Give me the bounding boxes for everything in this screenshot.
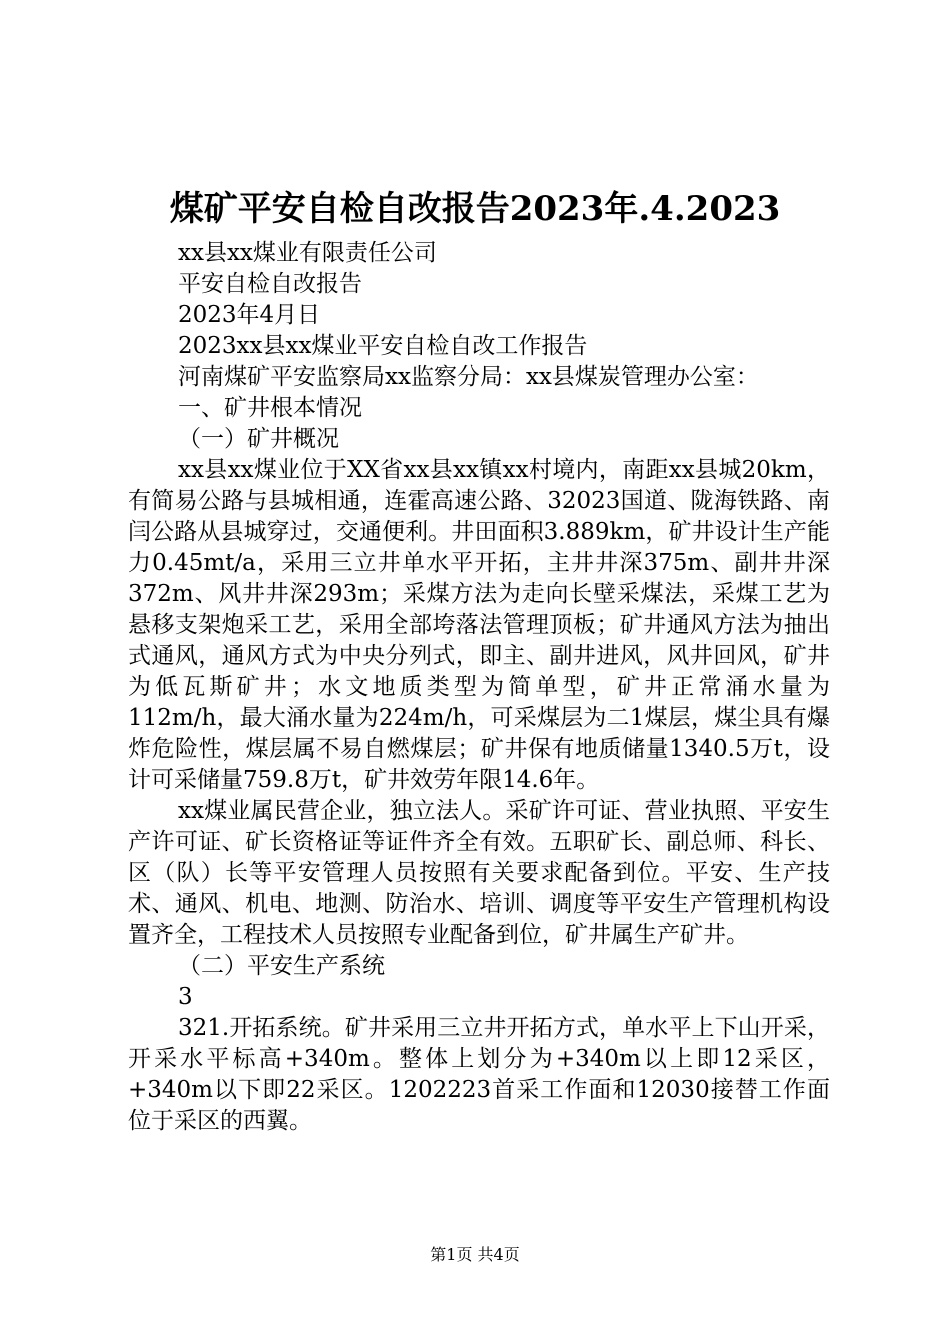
page-footer: 第1页 共4页 bbox=[430, 1245, 520, 1264]
document-title: 煤矿平安自检自改报告2023年.4.2023 bbox=[169, 189, 781, 229]
number-line: 3 bbox=[178, 984, 193, 1010]
report-date: 2023年4月日 bbox=[178, 302, 321, 328]
paragraph-enterprise-info: xx煤业属民营企业，独立法人。采矿许可证、营业执照、平安生产许可证、矿长资格证等证件齐全有效。五职矿长、副总师、科长、区（队）长等平安管理人员按照有关要求配备到位。平安、生产技术、通风、机电、地测、防治水、培训、调度等平安生产管理机构设置齐全，工程技术人员按照专业配备到位，矿井属生产矿井。 bbox=[128, 798, 830, 948]
subsection-heading-2: （二）平安生产系统 bbox=[178, 953, 385, 979]
paragraph-development-system: 321.开拓系统。矿井采用三立井开拓方式，单水平上下山开采，开采水平标高+340m。整体上划分为+340m以上即12采区，+340m以下即22采区。1202223首采工作面和12030接替工作面位于采区的西翼。 bbox=[128, 1015, 830, 1134]
section-heading-1: 一、矿井根本情况 bbox=[178, 395, 362, 421]
report-name: 平安自检自改报告 bbox=[178, 271, 362, 297]
document-body bbox=[128, 238, 830, 1137]
report-heading: 2023xx县xx煤业平安自检自改工作报告 bbox=[178, 333, 588, 359]
recipients: 河南煤矿平安监察局xx监察分局：xx县煤炭管理办公室： bbox=[178, 364, 759, 390]
subsection-heading-1: （一）矿井概况 bbox=[178, 426, 339, 452]
paragraph-mine-overview: xx县xx煤业位于XX省xx县xx镇xx村境内，南距xx县城20km，有简易公路与县城相通，连霍高速公路、32023国道、陇海铁路、南闫公路从县城穿过，交通便利。井田面积3.889km，矿井设计生产能力0.45mt/a，采用三立井单水平开拓，主井井深375m、副井井深372m、风井井深293m；采煤方法为走向长壁采煤法，采煤工艺为悬移支架炮采工艺，采用全部垮落法管理顶板；矿井通风方法为抽出式通风，通风方式为中央分列式，即主、副井进风，风井回风，矿井为低瓦斯矿井；水文地质类型为简单型，矿井正常涌水量为112m/h，最大涌水量为224m/h，可采煤层为二1煤层，煤尘具有爆炸危险性，煤层属不易自燃煤层；矿井保有地质储量1340.5万t，设计可采储量759.8万t，矿井效劳年限14.6年。 bbox=[128, 457, 830, 793]
company-name: xx县xx煤业有限责任公司 bbox=[178, 240, 437, 266]
